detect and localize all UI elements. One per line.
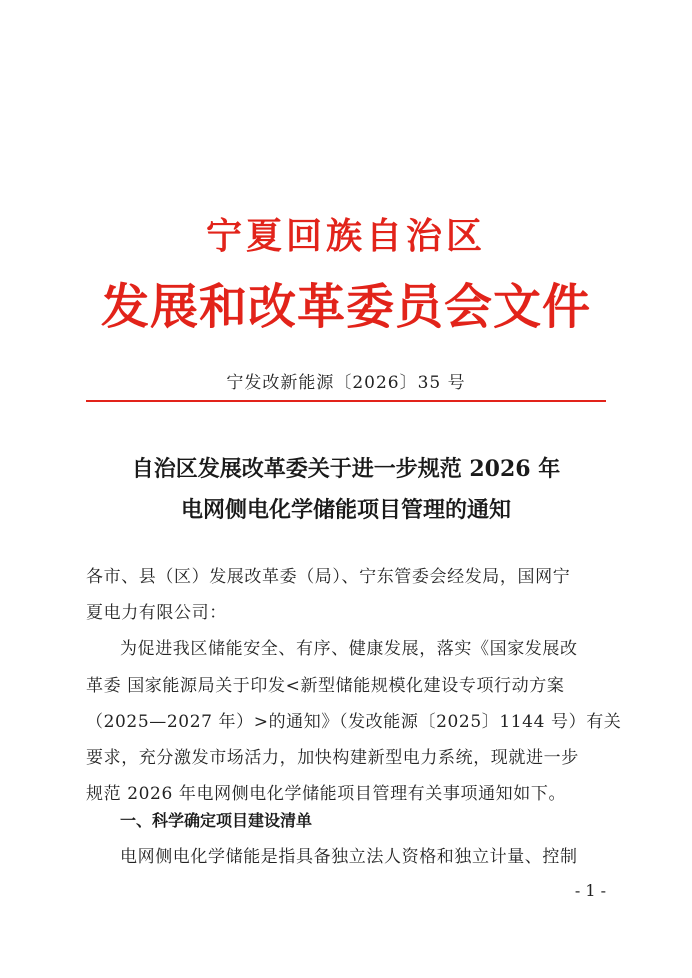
document-title-line-1: 自治区发展改革委关于进一步规范 2026 年 xyxy=(131,456,561,482)
issuing-authority-region: 宁夏回族自治区 xyxy=(205,215,486,257)
red-separator-line xyxy=(86,400,606,402)
section-1-heading: 一、科学确定项目建设清单 xyxy=(120,811,313,830)
paragraph-1-line-5: 规范 2026 年电网侧电化学储能项目管理有关事项通知如下。 xyxy=(86,784,567,804)
addressee-line-2: 夏电力有限公司： xyxy=(86,603,227,623)
document-number: 宁发改新能源〔2026〕35 号 xyxy=(226,373,466,393)
page-number: - 1 - xyxy=(574,881,606,900)
issuing-authority-document-header: 发展和改革委员会文件 xyxy=(100,279,591,335)
paragraph-2-line-1: 电网侧电化学储能是指具备独立法人资格和独立计量、控制 xyxy=(120,847,578,867)
paragraph-1-line-4: 要求，充分激发市场活力，加快构建新型电力系统，现就进一步 xyxy=(86,748,579,768)
paragraph-1-line-1: 为促进我区储能安全、有序、健康发展，落实《国家发展改 xyxy=(120,639,578,659)
paragraph-1-line-2: 革委 国家能源局关于印发<新型储能规模化建设专项行动方案 xyxy=(86,676,565,696)
addressee-line-1: 各市、县（区）发展改革委（局）、宁东管委会经发局，国网宁 xyxy=(86,567,571,587)
document-title-line-2: 电网侧电化学储能项目管理的通知 xyxy=(180,497,511,523)
paragraph-1-line-3: （2025—2027 年）>的通知》（发改能源〔2025〕1144 号）有关 xyxy=(86,712,622,732)
